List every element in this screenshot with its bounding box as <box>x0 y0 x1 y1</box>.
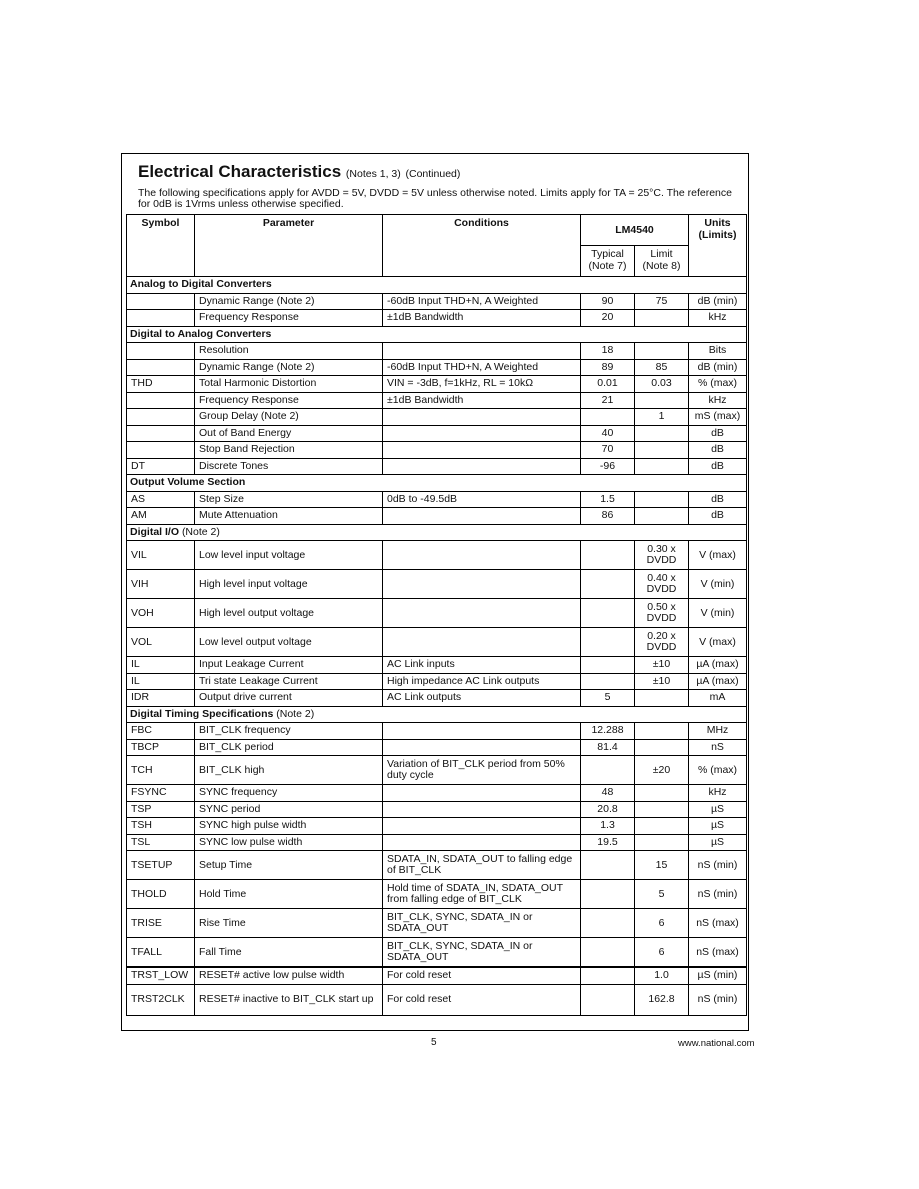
conditions-cell <box>383 425 581 442</box>
table-row <box>127 599 747 628</box>
units-cell: dB <box>689 508 747 525</box>
symbol-cell: AM <box>127 508 195 525</box>
units-cell: nS (min) <box>689 984 747 1015</box>
section-label: Analog to Digital Converters <box>130 278 272 291</box>
title-text: Electrical Characteristics <box>138 162 342 181</box>
typical-cell <box>581 657 635 674</box>
table-row <box>127 508 747 525</box>
parameter-cell: BIT_CLK period <box>195 739 383 756</box>
symbol-cell: VIL <box>127 541 195 570</box>
section-label: Digital I/O <box>130 525 180 538</box>
symbol-cell: IL <box>127 673 195 690</box>
limit-cell <box>635 801 689 818</box>
parameter-cell: Dynamic Range (Note 2) <box>195 293 383 310</box>
conditions-cell <box>383 739 581 756</box>
symbol-cell: TSH <box>127 818 195 835</box>
units-cell: V (max) <box>689 541 747 570</box>
parameter-cell: Low level output voltage <box>195 628 383 657</box>
parameter-cell: SYNC high pulse width <box>195 818 383 835</box>
units-cell: dB <box>689 458 747 475</box>
units-cell: dB <box>689 442 747 459</box>
symbol-cell: VOL <box>127 628 195 657</box>
parameter-cell: Step Size <box>195 491 383 508</box>
conditions-cell: VIN = -3dB, f=1kHz, RL = 10kΩ <box>383 376 581 393</box>
parameter-cell: Mute Attenuation <box>195 508 383 525</box>
parameter-cell: SYNC period <box>195 801 383 818</box>
units-cell: µA (max) <box>689 673 747 690</box>
units-cell: µA (max) <box>689 657 747 674</box>
parameter-cell: Discrete Tones <box>195 458 383 475</box>
symbol-cell: TSETUP <box>127 851 195 880</box>
typical-cell: 5 <box>581 690 635 707</box>
conditions-cell: 0dB to -49.5dB <box>383 491 581 508</box>
units-cell: % (max) <box>689 756 747 785</box>
section-row <box>127 524 747 541</box>
limit-cell: ±10 <box>635 673 689 690</box>
conditions-cell: -60dB Input THD+N, A Weighted <box>383 293 581 310</box>
limit-cell <box>635 690 689 707</box>
parameter-cell: Out of Band Energy <box>195 425 383 442</box>
section-title <box>127 706 747 723</box>
symbol-cell: AS <box>127 491 195 508</box>
conditions-cell: SDATA_IN, SDATA_OUT to falling edge of BIT_CLK <box>383 851 581 880</box>
limit-cell: 0.40 x DVDD <box>635 570 689 599</box>
typical-cell <box>581 570 635 599</box>
symbol-cell <box>127 359 195 376</box>
conditions-cell: For cold reset <box>383 967 581 984</box>
table-row <box>127 739 747 756</box>
typical-cell: 21 <box>581 392 635 409</box>
parameter-cell: Stop Band Rejection <box>195 442 383 459</box>
parameter-cell: Total Harmonic Distortion <box>195 376 383 393</box>
conditions-cell: For cold reset <box>383 984 581 1015</box>
symbol-cell: TSP <box>127 801 195 818</box>
units-cell: dB <box>689 425 747 442</box>
typical-cell: 12.288 <box>581 723 635 740</box>
units-cell: kHz <box>689 785 747 802</box>
conditions-cell: Variation of BIT_CLK period from 50% duty cycle <box>383 756 581 785</box>
table-row <box>127 425 747 442</box>
section-title <box>127 326 747 343</box>
typical-cell <box>581 541 635 570</box>
symbol-cell <box>127 409 195 426</box>
conditions-cell: AC Link inputs <box>383 657 581 674</box>
typical-cell: 40 <box>581 425 635 442</box>
page-number: 5 <box>431 1037 437 1048</box>
units-cell: dB <box>689 491 747 508</box>
header-units: Units (Limits) <box>689 215 747 277</box>
conditions-cell: BIT_CLK, SYNC, SDATA_IN or SDATA_OUT <box>383 909 581 938</box>
limit-cell <box>635 310 689 327</box>
section-row <box>127 326 747 343</box>
symbol-cell: TRISE <box>127 909 195 938</box>
table-row <box>127 376 747 393</box>
section-title <box>127 524 747 541</box>
typical-cell: 48 <box>581 785 635 802</box>
limit-cell: 15 <box>635 851 689 880</box>
symbol-cell: THOLD <box>127 880 195 909</box>
section-note: (Note 2) <box>181 525 220 538</box>
units-cell: Bits <box>689 343 747 360</box>
table-row <box>127 359 747 376</box>
units-cell: nS (min) <box>689 851 747 880</box>
table-row <box>127 458 747 475</box>
section-title <box>127 277 747 294</box>
title-continued: (Continued) <box>405 168 461 180</box>
section-label: Digital Timing Specifications <box>130 707 274 720</box>
section-label: Output Volume Section <box>130 476 246 489</box>
units-cell: V (max) <box>689 628 747 657</box>
typical-cell: 1.3 <box>581 818 635 835</box>
conditions-cell <box>383 801 581 818</box>
symbol-cell: THD <box>127 376 195 393</box>
typical-cell: -96 <box>581 458 635 475</box>
symbol-cell: TSL <box>127 834 195 851</box>
typical-cell: 20.8 <box>581 801 635 818</box>
units-cell: V (min) <box>689 570 747 599</box>
conditions-cell: BIT_CLK, SYNC, SDATA_IN or SDATA_OUT <box>383 938 581 968</box>
units-cell: mS (max) <box>689 409 747 426</box>
limit-cell <box>635 392 689 409</box>
limit-cell <box>635 508 689 525</box>
units-cell: MHz <box>689 723 747 740</box>
units-cell: µS (min) <box>689 967 747 984</box>
section-row <box>127 475 747 492</box>
limit-cell: 162.8 <box>635 984 689 1015</box>
table-row <box>127 409 747 426</box>
typical-cell <box>581 909 635 938</box>
units-cell: µS <box>689 818 747 835</box>
units-cell: V (min) <box>689 599 747 628</box>
conditions-cell <box>383 508 581 525</box>
units-cell: kHz <box>689 392 747 409</box>
conditions-cell <box>383 785 581 802</box>
limit-cell: 6 <box>635 909 689 938</box>
parameter-cell: SYNC frequency <box>195 785 383 802</box>
units-cell: nS (max) <box>689 909 747 938</box>
table-row <box>127 628 747 657</box>
parameter-cell: Hold Time <box>195 880 383 909</box>
conditions-cell: Hold time of SDATA_IN, SDATA_OUT from falling edge of BIT_CLK <box>383 880 581 909</box>
typical-cell <box>581 967 635 984</box>
limit-cell: 6 <box>635 938 689 968</box>
symbol-cell <box>127 343 195 360</box>
symbol-cell <box>127 310 195 327</box>
typical-cell: 0.01 <box>581 376 635 393</box>
units-cell: nS (min) <box>689 880 747 909</box>
conditions-cell <box>383 723 581 740</box>
limit-cell: 0.20 x DVDD <box>635 628 689 657</box>
parameter-cell: Tri state Leakage Current <box>195 673 383 690</box>
units-cell: µS <box>689 801 747 818</box>
table-row <box>127 343 747 360</box>
parameter-cell: Setup Time <box>195 851 383 880</box>
header-typical: Typical (Note 7) <box>581 246 635 277</box>
table-row <box>127 785 747 802</box>
parameter-cell: Rise Time <box>195 909 383 938</box>
typical-cell <box>581 628 635 657</box>
symbol-cell: IDR <box>127 690 195 707</box>
table-row <box>127 834 747 851</box>
header-row <box>127 215 747 246</box>
parameter-cell: High level input voltage <box>195 570 383 599</box>
limit-cell: 0.03 <box>635 376 689 393</box>
conditions-cell <box>383 570 581 599</box>
table-row <box>127 801 747 818</box>
header-limit: Limit (Note 8) <box>635 246 689 277</box>
typical-cell <box>581 409 635 426</box>
parameter-cell: High level output voltage <box>195 599 383 628</box>
limit-cell <box>635 834 689 851</box>
symbol-cell: FBC <box>127 723 195 740</box>
typical-cell: 1.5 <box>581 491 635 508</box>
table-row <box>127 570 747 599</box>
limit-cell <box>635 785 689 802</box>
symbol-cell: FSYNC <box>127 785 195 802</box>
symbol-cell <box>127 442 195 459</box>
units-cell: nS (max) <box>689 938 747 968</box>
symbol-cell <box>127 293 195 310</box>
header-parameter: Parameter <box>195 215 383 277</box>
units-cell: nS <box>689 739 747 756</box>
intro-text: The following specifications apply for AVDD = 5V, DVDD = 5V unless otherwise noted. Limits apply for TA = 25°C. The reference for 0dB is 1Vrms unless otherwise specified. <box>138 187 732 210</box>
units-cell: dB (min) <box>689 293 747 310</box>
limit-cell <box>635 425 689 442</box>
typical-cell <box>581 756 635 785</box>
symbol-cell: IL <box>127 657 195 674</box>
conditions-cell <box>383 599 581 628</box>
typical-cell <box>581 673 635 690</box>
table-row <box>127 967 747 984</box>
conditions-cell: ±1dB Bandwidth <box>383 392 581 409</box>
typical-cell <box>581 599 635 628</box>
table-row <box>127 723 747 740</box>
symbol-cell: TRST2CLK <box>127 984 195 1015</box>
typical-cell: 19.5 <box>581 834 635 851</box>
table-row <box>127 756 747 785</box>
conditions-cell <box>383 834 581 851</box>
units-cell: µS <box>689 834 747 851</box>
parameter-cell: BIT_CLK high <box>195 756 383 785</box>
symbol-cell: TRST_LOW <box>127 967 195 984</box>
typical-cell: 81.4 <box>581 739 635 756</box>
limit-cell: 0.30 x DVDD <box>635 541 689 570</box>
parameter-cell: Frequency Response <box>195 392 383 409</box>
symbol-cell: DT <box>127 458 195 475</box>
table-row <box>127 392 747 409</box>
table-body <box>127 277 747 1016</box>
limit-cell <box>635 458 689 475</box>
conditions-cell <box>383 818 581 835</box>
limit-cell: 1 <box>635 409 689 426</box>
limit-cell: 75 <box>635 293 689 310</box>
section-row <box>127 277 747 294</box>
units-cell: dB (min) <box>689 359 747 376</box>
parameter-cell: BIT_CLK frequency <box>195 723 383 740</box>
limit-cell: 0.50 x DVDD <box>635 599 689 628</box>
parameter-cell: Output drive current <box>195 690 383 707</box>
limit-cell: ±20 <box>635 756 689 785</box>
limit-cell <box>635 739 689 756</box>
symbol-cell <box>127 392 195 409</box>
parameter-cell: Fall Time <box>195 938 383 968</box>
typical-cell <box>581 984 635 1015</box>
section-row <box>127 706 747 723</box>
symbol-cell: VIH <box>127 570 195 599</box>
table-row <box>127 293 747 310</box>
electrical-characteristics-table <box>126 214 747 1016</box>
typical-cell: 89 <box>581 359 635 376</box>
limit-cell: 5 <box>635 880 689 909</box>
units-cell: kHz <box>689 310 747 327</box>
typical-cell <box>581 851 635 880</box>
limit-cell <box>635 491 689 508</box>
section-note: (Note 2) <box>276 707 315 720</box>
table-row <box>127 491 747 508</box>
typical-cell: 70 <box>581 442 635 459</box>
parameter-cell: RESET# active low pulse width <box>195 967 383 984</box>
parameter-cell: Dynamic Range (Note 2) <box>195 359 383 376</box>
conditions-cell <box>383 343 581 360</box>
title-notes: (Notes 1, 3) <box>345 168 401 180</box>
limit-cell: 85 <box>635 359 689 376</box>
table-row <box>127 310 747 327</box>
typical-cell: 18 <box>581 343 635 360</box>
conditions-cell <box>383 541 581 570</box>
conditions-cell: -60dB Input THD+N, A Weighted <box>383 359 581 376</box>
limit-cell <box>635 818 689 835</box>
parameter-cell: Low level input voltage <box>195 541 383 570</box>
table-row <box>127 690 747 707</box>
symbol-cell: TBCP <box>127 739 195 756</box>
section-label: Digital to Analog Converters <box>130 327 272 340</box>
limit-cell <box>635 723 689 740</box>
limit-cell <box>635 442 689 459</box>
header-symbol: Symbol <box>127 215 195 277</box>
limit-cell: 1.0 <box>635 967 689 984</box>
symbol-cell: TFALL <box>127 938 195 968</box>
units-cell: % (max) <box>689 376 747 393</box>
symbol-cell: TCH <box>127 756 195 785</box>
table-row <box>127 880 747 909</box>
page-title <box>138 162 460 182</box>
table-row <box>127 673 747 690</box>
units-cell: mA <box>689 690 747 707</box>
header-device: LM4540 <box>581 215 689 246</box>
website-footer: www.national.com <box>678 1038 755 1049</box>
limit-cell: ±10 <box>635 657 689 674</box>
conditions-cell <box>383 409 581 426</box>
symbol-cell: VOH <box>127 599 195 628</box>
parameter-cell: Frequency Response <box>195 310 383 327</box>
page-frame <box>121 153 749 1031</box>
conditions-cell <box>383 628 581 657</box>
table-row <box>127 818 747 835</box>
conditions-cell: High impedance AC Link outputs <box>383 673 581 690</box>
typical-cell: 20 <box>581 310 635 327</box>
table-row <box>127 541 747 570</box>
table-row <box>127 851 747 880</box>
table-row <box>127 657 747 674</box>
typical-cell: 90 <box>581 293 635 310</box>
table-row <box>127 909 747 938</box>
table-row <box>127 938 747 968</box>
typical-cell: 86 <box>581 508 635 525</box>
header-conditions: Conditions <box>383 215 581 277</box>
table-row <box>127 984 747 1015</box>
conditions-cell <box>383 442 581 459</box>
table-row <box>127 442 747 459</box>
section-title <box>127 475 747 492</box>
symbol-cell <box>127 425 195 442</box>
parameter-cell: SYNC low pulse width <box>195 834 383 851</box>
parameter-cell: RESET# inactive to BIT_CLK start up <box>195 984 383 1015</box>
parameter-cell: Input Leakage Current <box>195 657 383 674</box>
conditions-cell: AC Link outputs <box>383 690 581 707</box>
typical-cell <box>581 938 635 968</box>
parameter-cell: Group Delay (Note 2) <box>195 409 383 426</box>
limit-cell <box>635 343 689 360</box>
conditions-cell: ±1dB Bandwidth <box>383 310 581 327</box>
typical-cell <box>581 880 635 909</box>
conditions-cell <box>383 458 581 475</box>
parameter-cell: Resolution <box>195 343 383 360</box>
